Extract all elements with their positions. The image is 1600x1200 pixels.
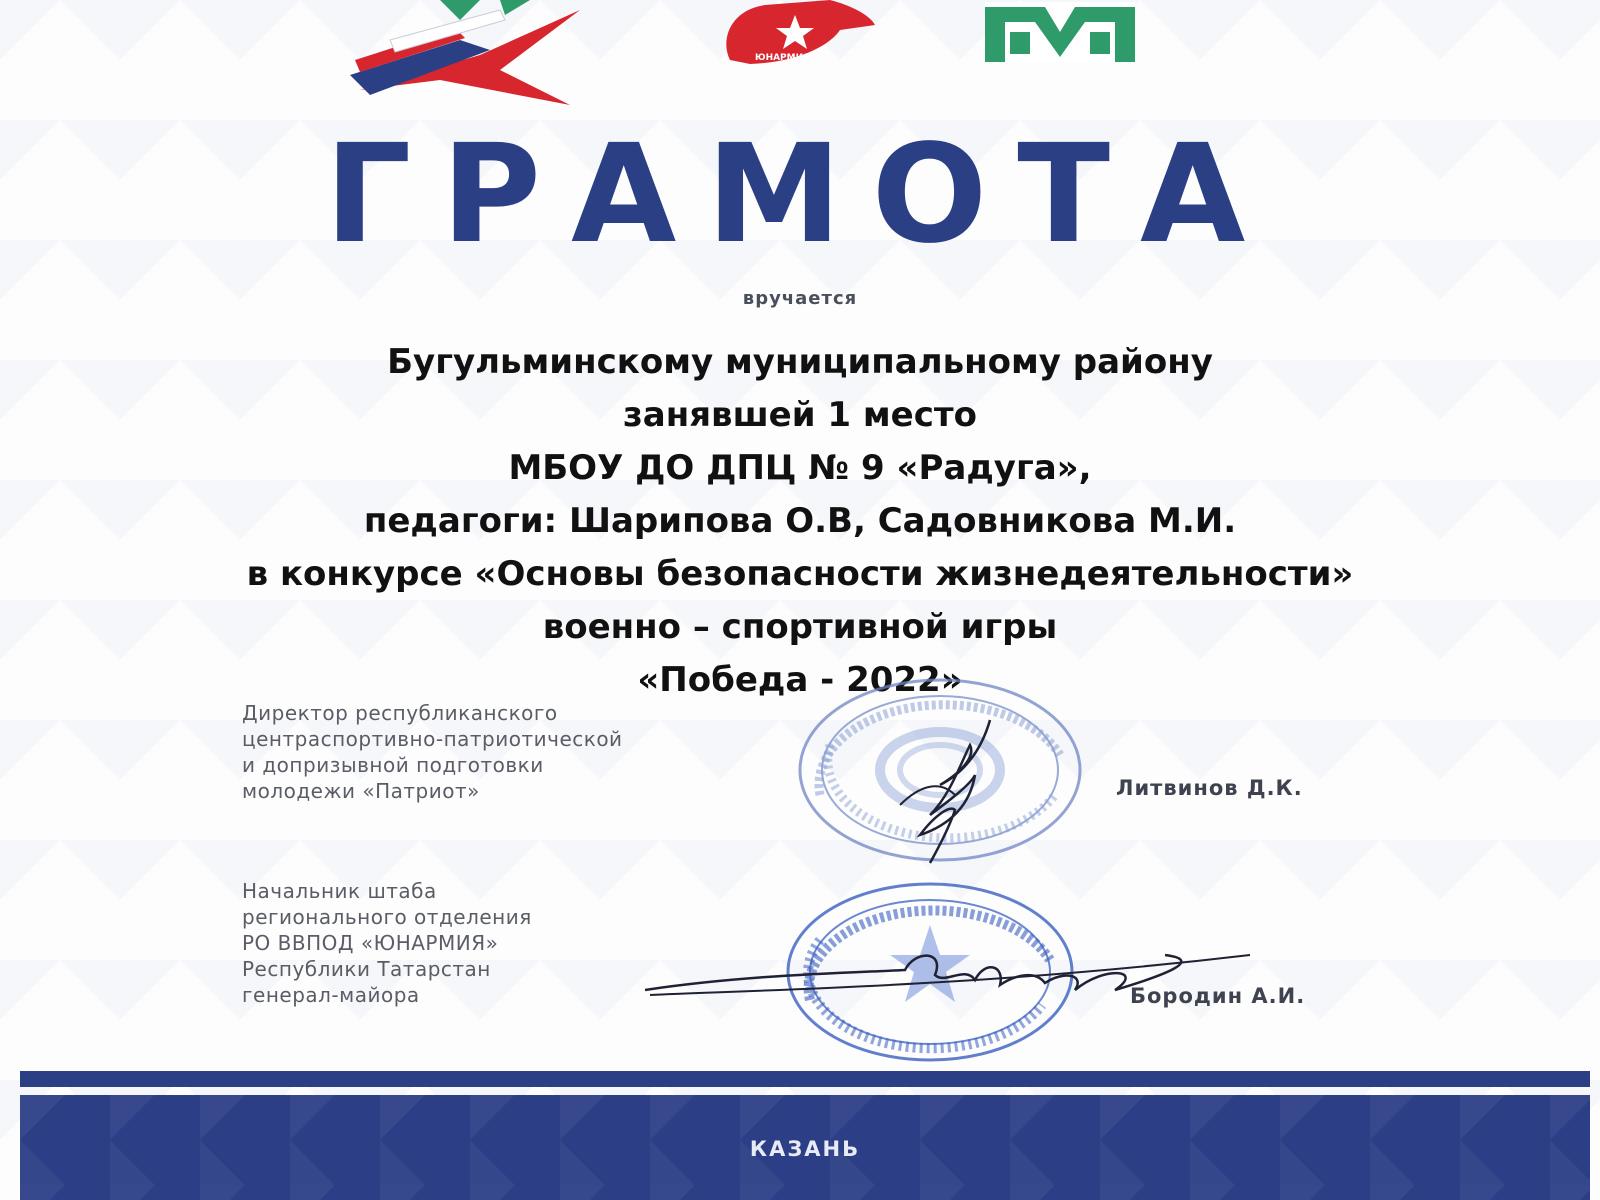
position-line: Республики Татарстан bbox=[242, 957, 491, 981]
award-line: занявшей 1 место bbox=[623, 395, 977, 435]
footer-city: КАЗАНЬ bbox=[749, 1137, 861, 1161]
position-line: и допризывной подготовки bbox=[242, 753, 544, 777]
signatory-position bbox=[242, 878, 682, 1008]
page-title: ГРАМОТА bbox=[324, 116, 1276, 274]
position-line: генерал-майора bbox=[242, 983, 420, 1007]
divider bbox=[20, 1071, 1590, 1087]
footer-band bbox=[20, 1095, 1590, 1200]
award-line: МБОУ ДО ДПЦ № 9 «Радуга», bbox=[508, 448, 1092, 488]
award-line: в конкурсе «Основы безопасности жизнедеятельности» bbox=[246, 554, 1354, 594]
signatory-name: Бородин А.И. bbox=[1130, 984, 1306, 1008]
star-logo bbox=[330, 0, 590, 110]
unarmy-logo-text: ЮНАРМИЯ bbox=[755, 53, 811, 63]
award-line: Бугульминскому муниципальному району bbox=[387, 342, 1213, 382]
position-line: Начальник штаба bbox=[242, 879, 437, 903]
award-line: педагоги: Шарипова О.В, Садовникова М.И. bbox=[363, 501, 1237, 541]
m-logo bbox=[985, 2, 1135, 62]
position-line: Директор республиканского bbox=[242, 701, 558, 725]
position-line: молодежи «Патриот» bbox=[242, 779, 480, 803]
position-line: регионального отделения bbox=[242, 905, 532, 929]
position-line: РО ВВПОД «ЮНАРМИЯ» bbox=[242, 931, 499, 955]
signatory-position bbox=[242, 700, 822, 804]
presented-label: вручается bbox=[742, 288, 858, 309]
signature bbox=[880, 715, 1030, 865]
signatory-name: Литвинов Д.К. bbox=[1116, 776, 1303, 800]
award-line: «Победа - 2022» bbox=[637, 660, 963, 700]
position-line: центраспортивно-патриотической bbox=[242, 727, 623, 751]
award-line: военно – спортивной игры bbox=[542, 607, 1058, 647]
unarmy-logo bbox=[710, 0, 880, 70]
award-text bbox=[200, 336, 1400, 707]
